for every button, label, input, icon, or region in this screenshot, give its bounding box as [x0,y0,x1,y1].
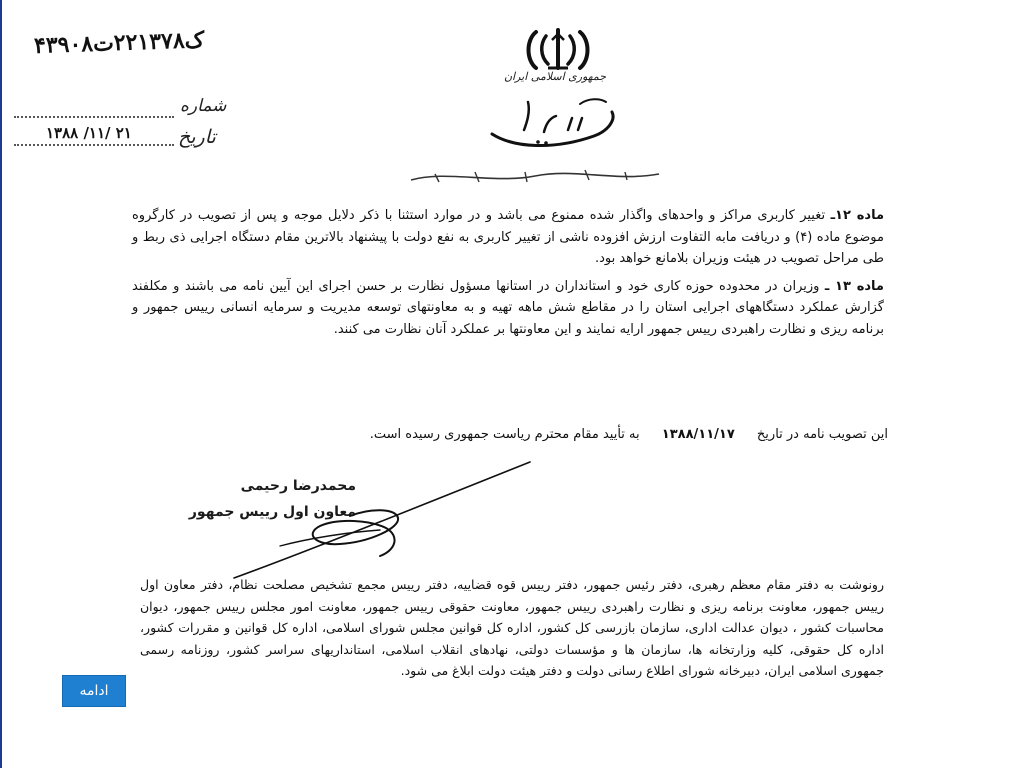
articles-body [132,205,884,340]
article-12-title: ماده ۱۲ـ [830,208,884,223]
carbon-copy-list: رونوشت به دفتر مقام معظم رهبری، دفتر رئیس جمهور، دفتر رییس قوه قضاییه، دفتر رییس مجمع تشخیص مصلحت نظام، دفتر معاون اول رییس جمهور، معاونت برنامه ریزی و نظارت راهبردی رییس جمهور، معاونت حقوقی رییس جمهور، معاونت امور مجلس رییس جمهور، دیوان محاسبات کشور ، دیوان عدالت اداری، سازمان بازرسی کل کشور، اداره کل قوانین مجلس شورای اسلامی، اداره کل قوانین و مقررات کشور، اداره کل حقوقی، کلیه وزارتخانه ها، سازمان ها و مؤسسات دولتی، نهادهای انقلاب اسلامی، استانداریهای سراسر کشور، روزنامه رسمی جمهوری اسلامی ایران، دبیرخانه شورای اطلاع رسانی دولت و دفتر هیئت دولت ابلاغ می شود. [140,577,884,678]
office-subtitle-calligraphy [405,162,665,188]
article-12 [132,205,884,270]
article-13 [132,276,884,341]
date-label: تاریخ [178,126,216,148]
approval-text-before: این تصویب نامه در تاریخ [756,427,888,442]
article-12-text: تغییر کاربری مراکز و واحدهای واگذار شده ممنوع می باشد و در موارد استثنا با ذکر دلایل موجه و پس از تصویب در کارگروه موضوع ماده (۴) و دریافت مابه التفاوت ارزش افزوده ناشی از تغییر کاربری به نفع دولت با پیشنهاد بالاترین مقام دستگاه اجرایی ذی ربط و طی مراحل تصویب در هیئت وزیران بلامانع خواهد بود. [132,208,884,266]
date-value: ۱۳۸۸ /۱۱/ ۲۱ [46,124,132,142]
document-number: ۴۳۹۰۸ک۲۲۱۳۷۸ت [33,27,205,59]
article-13-text: وزیران در محدوده حوزه کاری خود و استانداران در استانها مسؤول نظارت بر حسن اجرای این آیین نامه می باشند و مکلفند گزارش عملکرد دستگاههای اجرایی استان را در مقاطع شش ماهه تهیه و به معاونتهای توسعه مدیریت و سرمایه انسانی رییس جمهور و برنامه ریزی و نظارت راهبردی رییس جمهور ارایه نمایند و این معاونتها بر عملکرد آنان نظارت می کنند. [132,278,884,337]
continue-button[interactable]: ادامه [62,675,126,707]
number-dotted-line [14,116,174,118]
republic-label: جمهوری اسلامی ایران [503,70,607,83]
article-13-title: ماده ۱۳ ـ [824,278,884,294]
president-calligraphy-logo [484,90,624,154]
signatory-name: محمدرضا رحیمی [240,478,356,494]
approval-text-after: به تأیید مقام محترم ریاست جمهوری رسیده است. [369,427,640,442]
date-dotted-line [14,144,174,146]
approval-date: ۱۳۸۸/۱۱/۱۷ [661,427,735,442]
signatory-title: معاون اول رییس جمهور [188,504,356,520]
iran-emblem-icon [522,26,594,74]
approval-line [238,425,888,445]
signature-icon [220,458,540,586]
number-label: شماره [180,96,227,116]
left-border [0,0,2,768]
